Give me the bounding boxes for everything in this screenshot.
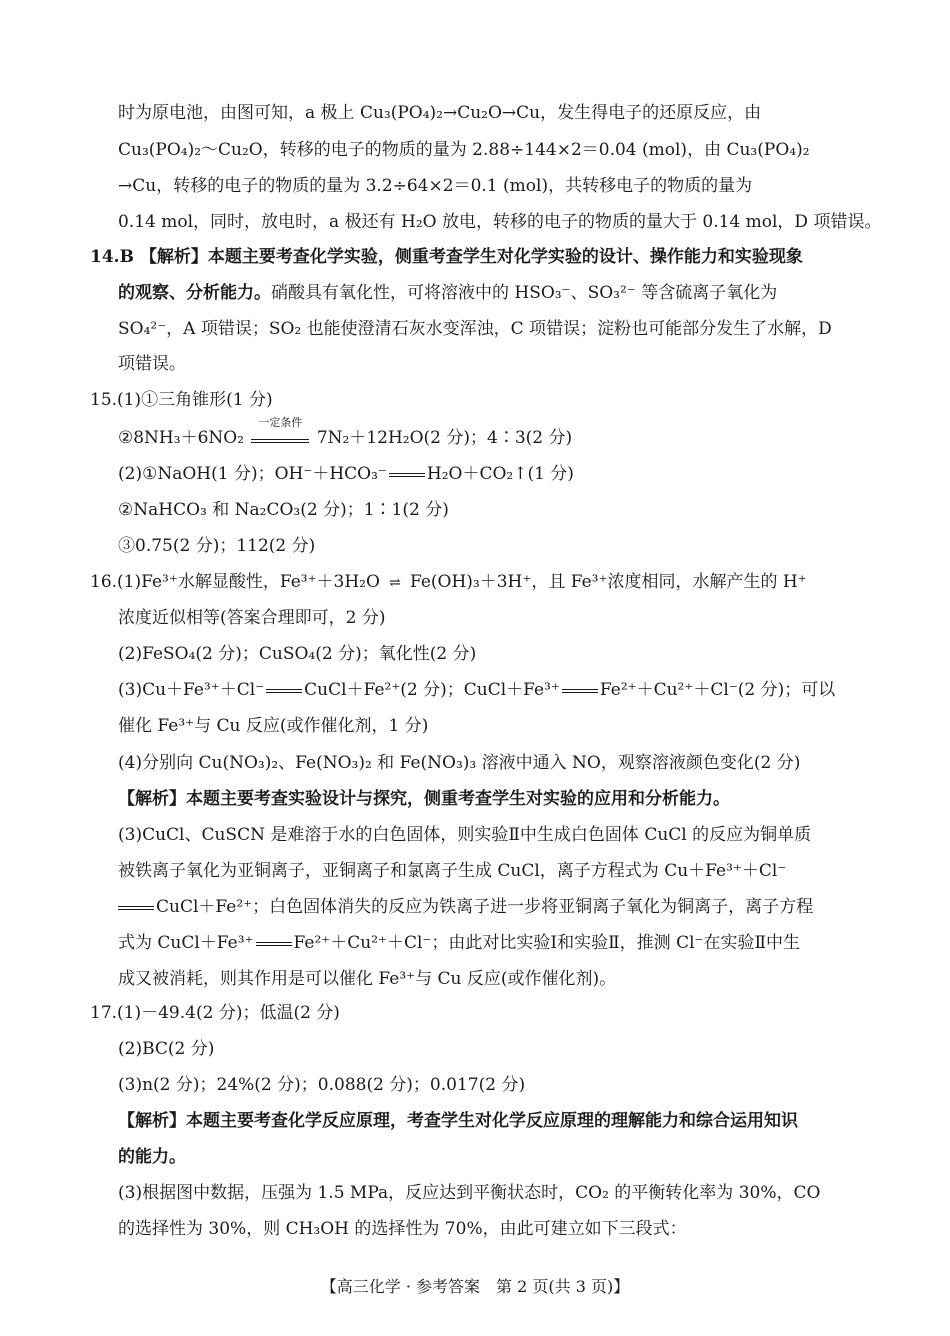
eq-left: (2)①NaOH(1 分)；OH⁻＋HCO₃⁻ (118, 464, 387, 484)
bold-text: 的观察、分析能力。 (118, 283, 271, 303)
equals-bar (389, 473, 425, 477)
eq-left: ②8NH₃＋6NO₂ (118, 428, 245, 448)
text-line: ②NaHCO₃ 和 Na₂CO₃(2 分)；1∶1(2 分) (118, 500, 449, 520)
text-line: 的选择性为 30%，则 CH₃OH 的选择性为 70%，由此可建立如下三段式： (118, 1219, 687, 1239)
eq-right: 7N₂＋12H₂O(2 分)；4∶3(2 分) (316, 428, 573, 448)
text-line: (2)BC(2 分) (118, 1039, 215, 1059)
text-line: Cu₃(PO₄)₂～Cu₂O，转移的电子的物质的量为 2.88÷144×2＝0.04 (mol)，由 Cu₃(PO₄)₂ (118, 140, 810, 160)
equation-line (118, 931, 800, 955)
text-line: (2)FeSO₄(2 分)；CuSO₄(2 分)；氧化性(2 分) (118, 644, 477, 664)
condition-arrow (249, 415, 311, 449)
eq-part: (3)Cu＋Fe³⁺＋Cl⁻ (118, 680, 265, 700)
q17-header: 17.(1)－49.4(2 分)；低温(2 分) (90, 1003, 340, 1023)
eq-part: Fe²⁺＋Cu²⁺＋Cl⁻(2 分)；可以 (599, 680, 836, 700)
text-line: (3)CuCl、CuSCN 是难溶于水的白色固体，则实验Ⅱ中生成白色固体 CuCl 的反应为铜单质 (118, 825, 812, 845)
equals-bar (251, 439, 309, 443)
equation-line (118, 415, 573, 450)
eq-part: CuCl＋Fe²⁺(2 分)；CuCl＋Fe³⁺ (304, 680, 560, 700)
text-line: ③0.75(2 分)；112(2 分) (118, 536, 316, 556)
eq-part: CuCl＋Fe²⁺；白色固体消失的反应为铁离子进一步将亚铜离子氧化为铜离子，离子方程 (156, 897, 814, 917)
eq-left: 16.(1)Fe³⁺水解显酸性，Fe³⁺＋3H₂O (90, 572, 380, 592)
equals-bar (256, 942, 292, 946)
text-line: 0.14 mol，同时，放电时，a 极还有 H₂O 放电，转移的电子的物质的量大于 0.14 mol，D 项错误。 (118, 212, 882, 232)
equals-bar (118, 906, 154, 910)
eq-part: Fe²⁺＋Cu²⁺＋Cl⁻；由此对比实验Ⅰ和实验Ⅱ，推测 Cl⁻在实验Ⅱ中生 (293, 933, 801, 953)
text-line: 浓度近似相等(答案合理即可，2 分) (118, 608, 386, 628)
text-line: (4)分别向 Cu(NO₃)₂、Fe(NO₃)₂ 和 Fe(NO₃)₃ 溶液中通入 NO，观察溶液颜色变化(2 分) (118, 753, 801, 773)
text-line: 时为原电池，由图可知，a 极上 Cu₃(PO₄)₂→Cu₂O→Cu，发生得电子的还原反应，由 (118, 103, 762, 123)
text-line: →Cu，转移的电子的物质的量为 3.2÷64×2＝0.1 (mol)，共转移电子的物质的量为 (118, 176, 753, 196)
equation-line (118, 678, 835, 702)
reversible-arrow: ⇌ (389, 574, 401, 591)
text-line: 项错误。 (118, 354, 186, 374)
text-span: 硝酸具有氧化性，可将溶液中的 HSO₃⁻、SO₃²⁻ 等含硫离子氧化为 (271, 283, 778, 303)
text-line: 成又被消耗，则其作用是可以催化 Fe³⁺与 Cu 反应(或作催化剂)。 (118, 969, 617, 989)
analysis-header: 【解析】本题主要考查化学反应原理，考查学生对化学反应原理的理解能力和综合运用知识 (118, 1111, 798, 1131)
analysis-header: 【解析】本题主要考查实验设计与探究，侧重考查学生对实验的应用和分析能力。 (118, 789, 730, 809)
q15-header: 15.(1)①三角锥形(1 分) (90, 390, 273, 410)
text-line: 被铁离子氧化为亚铜离子，亚铜离子和氯离子生成 CuCl，离子方程式为 Cu＋Fe³⁺＋Cl⁻ (118, 861, 787, 881)
text-line: (3)根据图中数据，压强为 1.5 MPa，反应达到平衡状态时，CO₂ 的平衡转化率为 30%，CO (118, 1183, 821, 1203)
condition-label: 一定条件 (258, 415, 303, 429)
text-line: SO₄²⁻，A 项错误；SO₂ 也能使澄清石灰水变浑浊，C 项错误；淀粉也可能部分发生了水解，D (118, 319, 832, 339)
q16-line (90, 570, 807, 594)
eq-right: Fe(OH)₃＋3H⁺，且 Fe³⁺浓度相同，水解产生的 H⁺ (409, 572, 807, 592)
equals-bar (562, 689, 598, 693)
text-line: (3)n(2 分)；24%(2 分)；0.088(2 分)；0.017(2 分) (118, 1075, 526, 1095)
equation-line (118, 462, 574, 486)
analysis-header: 的能力。 (118, 1147, 186, 1167)
eq-part: 式为 CuCl＋Fe³⁺ (118, 933, 254, 953)
text-line: 催化 Fe³⁺与 Cu 反应(或作催化剂，1 分) (118, 716, 429, 736)
eq-right: H₂O＋CO₂↑(1 分) (426, 464, 574, 484)
equals-bar (266, 689, 302, 693)
page-footer: 【高三化学 · 参考答案 第 2 页(共 3 页)】 (320, 1277, 630, 1296)
equation-line (118, 895, 813, 919)
text-line (118, 281, 777, 305)
q14-header: 14.B 【解析】本题主要考查化学实验，侧重考查学生对化学实验的设计、操作能力和实验现象 (90, 247, 803, 267)
